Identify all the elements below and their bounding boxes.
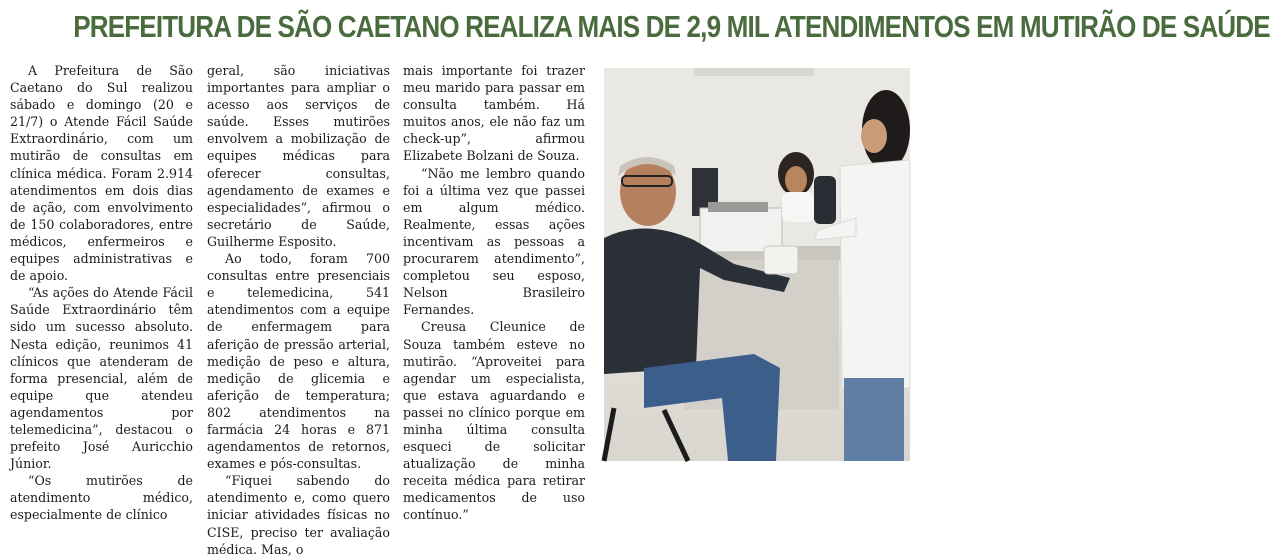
article-column-1: [10, 62, 193, 524]
paragraph: Ao todo, foram 700 consultas entre presenciais e telemedicina, 541 atendimentos com a equipe de enfermagem para aferição de pressão arterial, medição de peso e altura, medição de glicemia e aferição de temperatura; 802 atendimentos na farmácia 24 horas e 871 agendamentos de retornos, exames e pós-consultas.: [207, 251, 390, 472]
paragraph: “Não me lembro quando foi a última vez que passei em algum médico. Realmente, essas ações incentivam as pessoas a procurarem atendimento”, completou seu esposo, Nelson Brasileiro Fernandes.: [403, 165, 585, 318]
paragraph: Creusa Cleunice de Souza também esteve no mutirão. “Aproveitei para agendar um especialista, que estava aguardando e passei no clínico porque em minha última consulta esqueci de solicitar atualização de minha receita médica para retirar medicamentos de uso contínuo.”: [403, 319, 585, 523]
paragraph: geral, são iniciativas importantes para ampliar o acesso aos serviços de saúde. Esses mutirões envolvem a mobilização de equipes médicas para oferecer consultas, agendamento de exames e especialidades”, afirmou o secretário de Saúde, Guilherme Esposito.: [207, 63, 390, 249]
paragraph: mais importante foi trazer meu marido para passar em consulta também. Há muitos anos, ele não faz um check-up”, afirmou Elizabete Bolzani de Souza.: [403, 63, 585, 164]
clinic-scene-illustration: [604, 68, 910, 461]
paragraph: “As ações do Atende Fácil Saúde Extraordinário têm sido um sucesso absoluto. Nesta edição, reunimos 41 clínicos que atenderam de forma presencial, além de equipe que atendeu agendamentos por telemedicina”, destacou o prefeito José Auricchio Júnior.: [10, 285, 193, 472]
article-column-2: [207, 62, 390, 558]
paragraph: “Os mutirões de atendimento médico, especialmente de clínico: [10, 473, 193, 523]
article-headline: PREFEITURA DE SÃO CAETANO REALIZA MAIS DE 2,9 MIL ATENDIMENTOS EM MUTIRÃO DE SAÚDE: [73, 9, 1270, 44]
paragraph: A Prefeitura de São Caetano do Sul realizou sábado e domingo (20 e 21/7) o Atende Fácil Saúde Extraordinário, com um mutirão de consultas em clínica médica. Foram 2.914 atendimentos em dois dias de ação, com envolvimento de 150 colaboradores, entre médicos, enfermeiros e equipes administrativas e de apoio.: [10, 63, 193, 284]
paragraph: “Fiquei sabendo do atendimento e, como quero iniciar atividades físicas no CISE, preciso ter avaliação médica. Mas, o: [207, 473, 390, 557]
article-column-3: [403, 62, 585, 524]
article-photo: [604, 68, 910, 461]
